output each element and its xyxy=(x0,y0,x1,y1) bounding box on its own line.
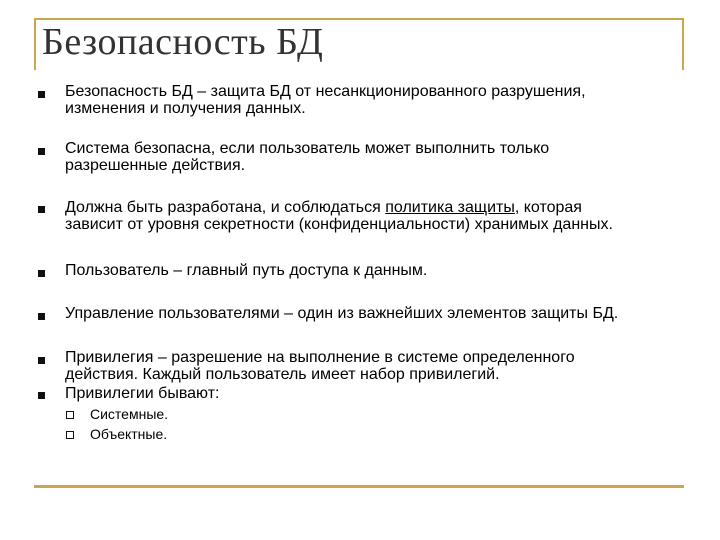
bullet-text xyxy=(65,262,705,279)
bullet-line xyxy=(65,199,705,216)
bullet-line: разрешенные действия. xyxy=(65,157,246,174)
bullet-marker xyxy=(38,357,45,364)
bullet-line: Безопасность БД – защита БД от несанкционированного разрушения, xyxy=(65,83,586,100)
bullet-marker xyxy=(38,206,45,213)
bullet-line: Пользователь – главный путь доступа к данным. xyxy=(65,262,428,279)
sub-bullet-marker xyxy=(66,411,74,419)
bullet-marker xyxy=(38,91,45,98)
bullet-text xyxy=(65,140,705,174)
bullet-line: изменения и получения данных. xyxy=(65,100,306,117)
bullet-marker xyxy=(38,148,45,155)
bullet-line: Привилегии бывают: xyxy=(65,385,220,402)
bullet-line: Управление пользователями – один из важнейших элементов защиты БД. xyxy=(65,305,619,322)
bullet-marker xyxy=(38,270,45,277)
sub-bullet-text: Объектные. xyxy=(90,426,168,442)
frame-left-line xyxy=(34,18,36,70)
bullet-text xyxy=(65,385,705,402)
bullet-marker xyxy=(38,313,45,320)
bullet-text xyxy=(65,199,705,233)
sub-bullet-text: Системные. xyxy=(90,406,169,422)
sub-bullet-marker xyxy=(66,431,74,439)
bullet-line: Система безопасна, если пользователь может выполнить только xyxy=(65,140,550,157)
bullet-line: Привилегия – разрешение на выполнение в системе определенного xyxy=(65,349,575,366)
bullet-text xyxy=(65,349,705,383)
bullet-text xyxy=(65,305,705,322)
bullet-line: действия. Каждый пользователь имеет набор привилегий. xyxy=(65,366,500,383)
frame-bottom-line xyxy=(34,485,684,488)
frame-right-line xyxy=(682,18,684,70)
slide-title: Безопасность БД xyxy=(42,21,324,63)
bullet-text-part: Должна быть разработана, и соблюдаться xyxy=(65,199,386,216)
bullet-line: зависит от уровня секретности (конфиденциальности) хранимых данных. xyxy=(65,216,613,233)
policy-link[interactable]: политика защиты xyxy=(385,199,515,216)
bullet-text-part: , которая xyxy=(514,199,582,216)
bullet-text xyxy=(65,83,705,117)
bullet-marker xyxy=(38,392,45,399)
